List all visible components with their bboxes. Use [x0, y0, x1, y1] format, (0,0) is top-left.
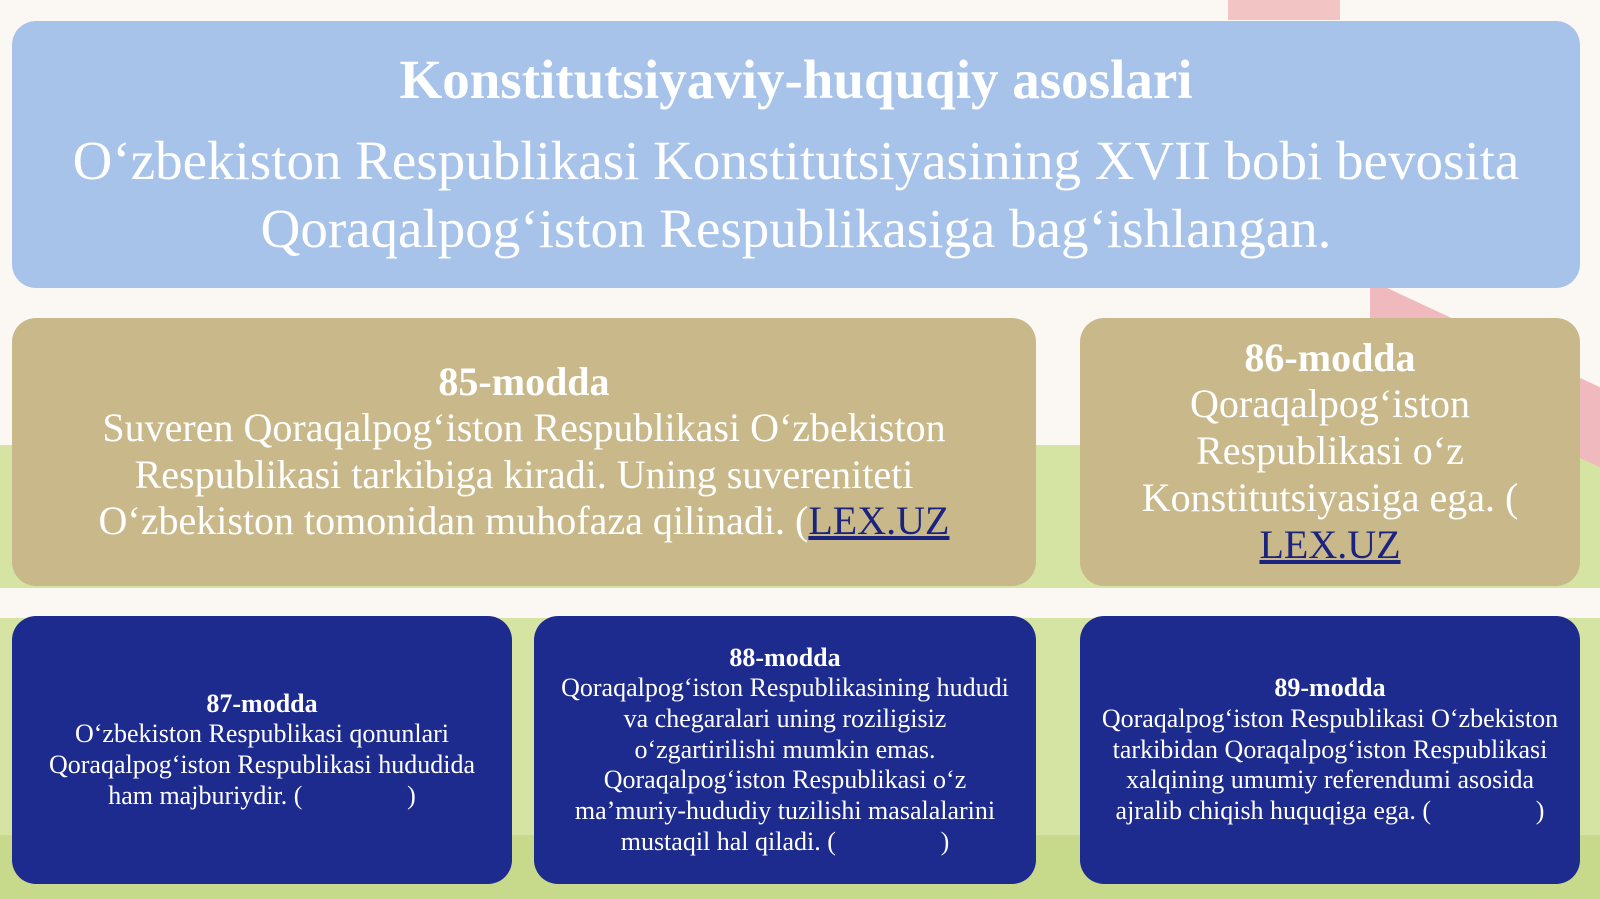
article-88-title: 88-modda [729, 642, 841, 672]
article-87-box [12, 616, 512, 884]
header-text: O‘zbekiston Respublikasi Konstitutsiyasining XVII bobi bevosita Qoraqalpog‘iston Respublikasiga bag‘ishlangan. [72, 130, 1520, 259]
article-88-body: Qoraqalpog‘iston Respublikasining hududi va chegaralari uning roziligisiz o‘zgartirilishi mumkin emas. Qoraqalpog‘iston Respublikasi o‘z ma’muriy-hududiy tuzilishi masalalarini mustaqil hal qiladi. ( [561, 673, 1009, 856]
background-band [0, 588, 1600, 618]
article-86-body: Qoraqalpog‘iston Respublikasi o‘z Konstitutsiyasiga ega. ( [1141, 381, 1519, 520]
article-86-text [1110, 381, 1550, 568]
article-85-box [12, 318, 1036, 586]
article-89-body: Qoraqalpog‘iston Respublikasi O‘zbekiston tarkibidan Qoraqalpog‘iston Respublikasi xalqining umumiy referendumi asosida ajralib chiqish huquqiga ega. ( [1101, 703, 1559, 825]
header-box [12, 21, 1580, 288]
article-85-text [52, 405, 996, 545]
article-85-body: Suveren Qoraqalpog‘iston Respublikasi O‘zbekiston Respublikasi tarkibiga kiradi. Uning suvereniteti O‘zbekiston tomonidan muhofaza qilinadi. ( [98, 404, 946, 544]
article-86-link[interactable]: LEX.UZ [1259, 521, 1401, 567]
article-89-link-placeholder[interactable]: LEX.UZ.. [1431, 796, 1536, 825]
article-85-link[interactable]: LEX.UZ [808, 498, 950, 544]
article-88-box [534, 616, 1036, 884]
article-86-box [1080, 318, 1580, 586]
background-pink-top [1228, 0, 1340, 20]
article-89-box [1080, 616, 1580, 884]
article-87-title: 87-modda [206, 688, 318, 718]
article-87-link-placeholder[interactable]: LEX.UZ.. [302, 780, 408, 810]
article-87-text [32, 719, 492, 811]
article-87-body: O‘zbekiston Respublikasi qonunlari Qoraqalpog‘iston Respublikasi hududida ham majburiydir. ( [48, 719, 476, 810]
article-89-close: ) [1535, 796, 1545, 825]
article-88-close: ) [940, 826, 950, 856]
page-title: Konstitutsiyaviy-huquqiy asoslari [399, 49, 1193, 111]
article-88-text [554, 673, 1016, 857]
article-89-title: 89-modda [1274, 673, 1386, 703]
article-89-text [1100, 704, 1560, 827]
article-85-title: 85-modda [438, 358, 610, 404]
article-87-close: ) [407, 780, 416, 810]
article-88-link-placeholder[interactable]: LEX.UZ.. [835, 826, 941, 856]
article-86-title: 86-modda [1244, 335, 1416, 381]
